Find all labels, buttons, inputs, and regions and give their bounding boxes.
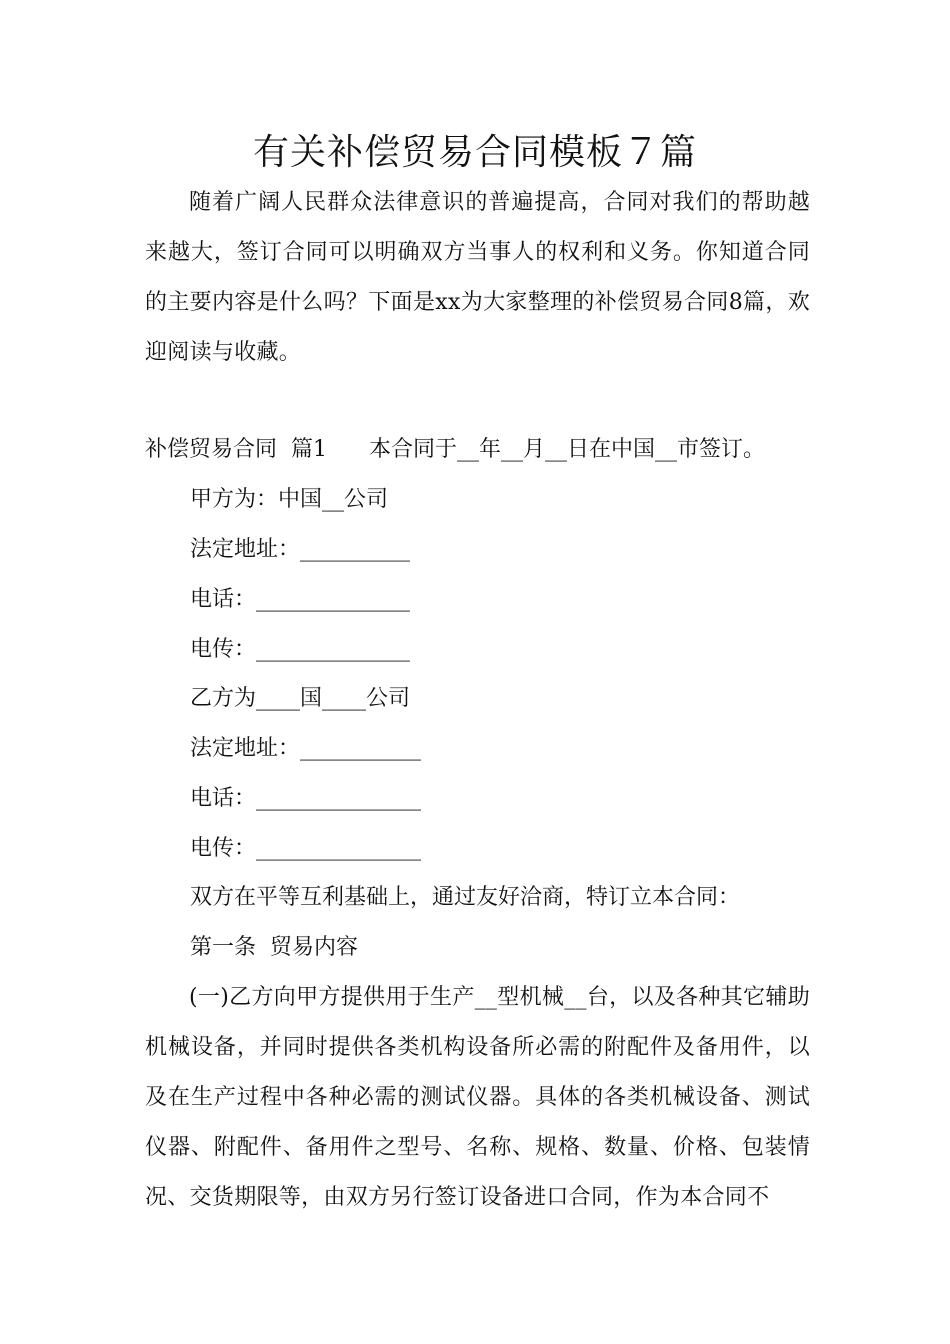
section-heading: 补偿贸易合同 篇1 本合同于__年__月__日在中国__市签订。 [145,437,765,462]
party-b-address: 法定地址：___________ [190,736,422,761]
document-title: 有关补偿贸易合同模板７篇 [252,132,697,173]
party-b-fax: 电传：_______________ [190,836,422,861]
party-a-fax: 电传：______________ [190,637,411,662]
intro-paragraph: 随着广阔人民群众法律意识的普遍提高，合同对我们的帮助越来越大，签订合同可以明确双方当事人的权利和义务。你知道合同的主要内容是什么吗？下面是xx为大家整理的补偿贸易合同8篇，欢迎阅读与收藏。 [145,190,810,365]
party-a-name: 甲方为：中国__公司 [190,487,389,512]
party-b-phone: 电话：_______________ [190,786,422,811]
party-b-name: 乙方为____国____公司 [190,686,411,711]
party-a-phone: 电话：______________ [190,587,411,612]
agreement-statement: 双方在平等互利基础上，通过友好洽商，特订立本合同： [190,885,741,910]
article-1-title: 第一条 贸易内容 [190,935,358,960]
article-1-body: (一)乙方向甲方提供用于生产__型机械__台，以及各种其它辅助机械设备，并同时提供各类机构设备所必需的附配件及备用件，以及在生产过程中各种必需的测试仪器。具体的各类机械设备、测试仪器、附配件、备用件之型号、名称、规格、数量、价格、包装情况、交货期限等，由双方另行签订设备进口合同，作为本合同不 [145,985,810,1210]
party-a-address: 法定地址：__________ [190,537,411,562]
